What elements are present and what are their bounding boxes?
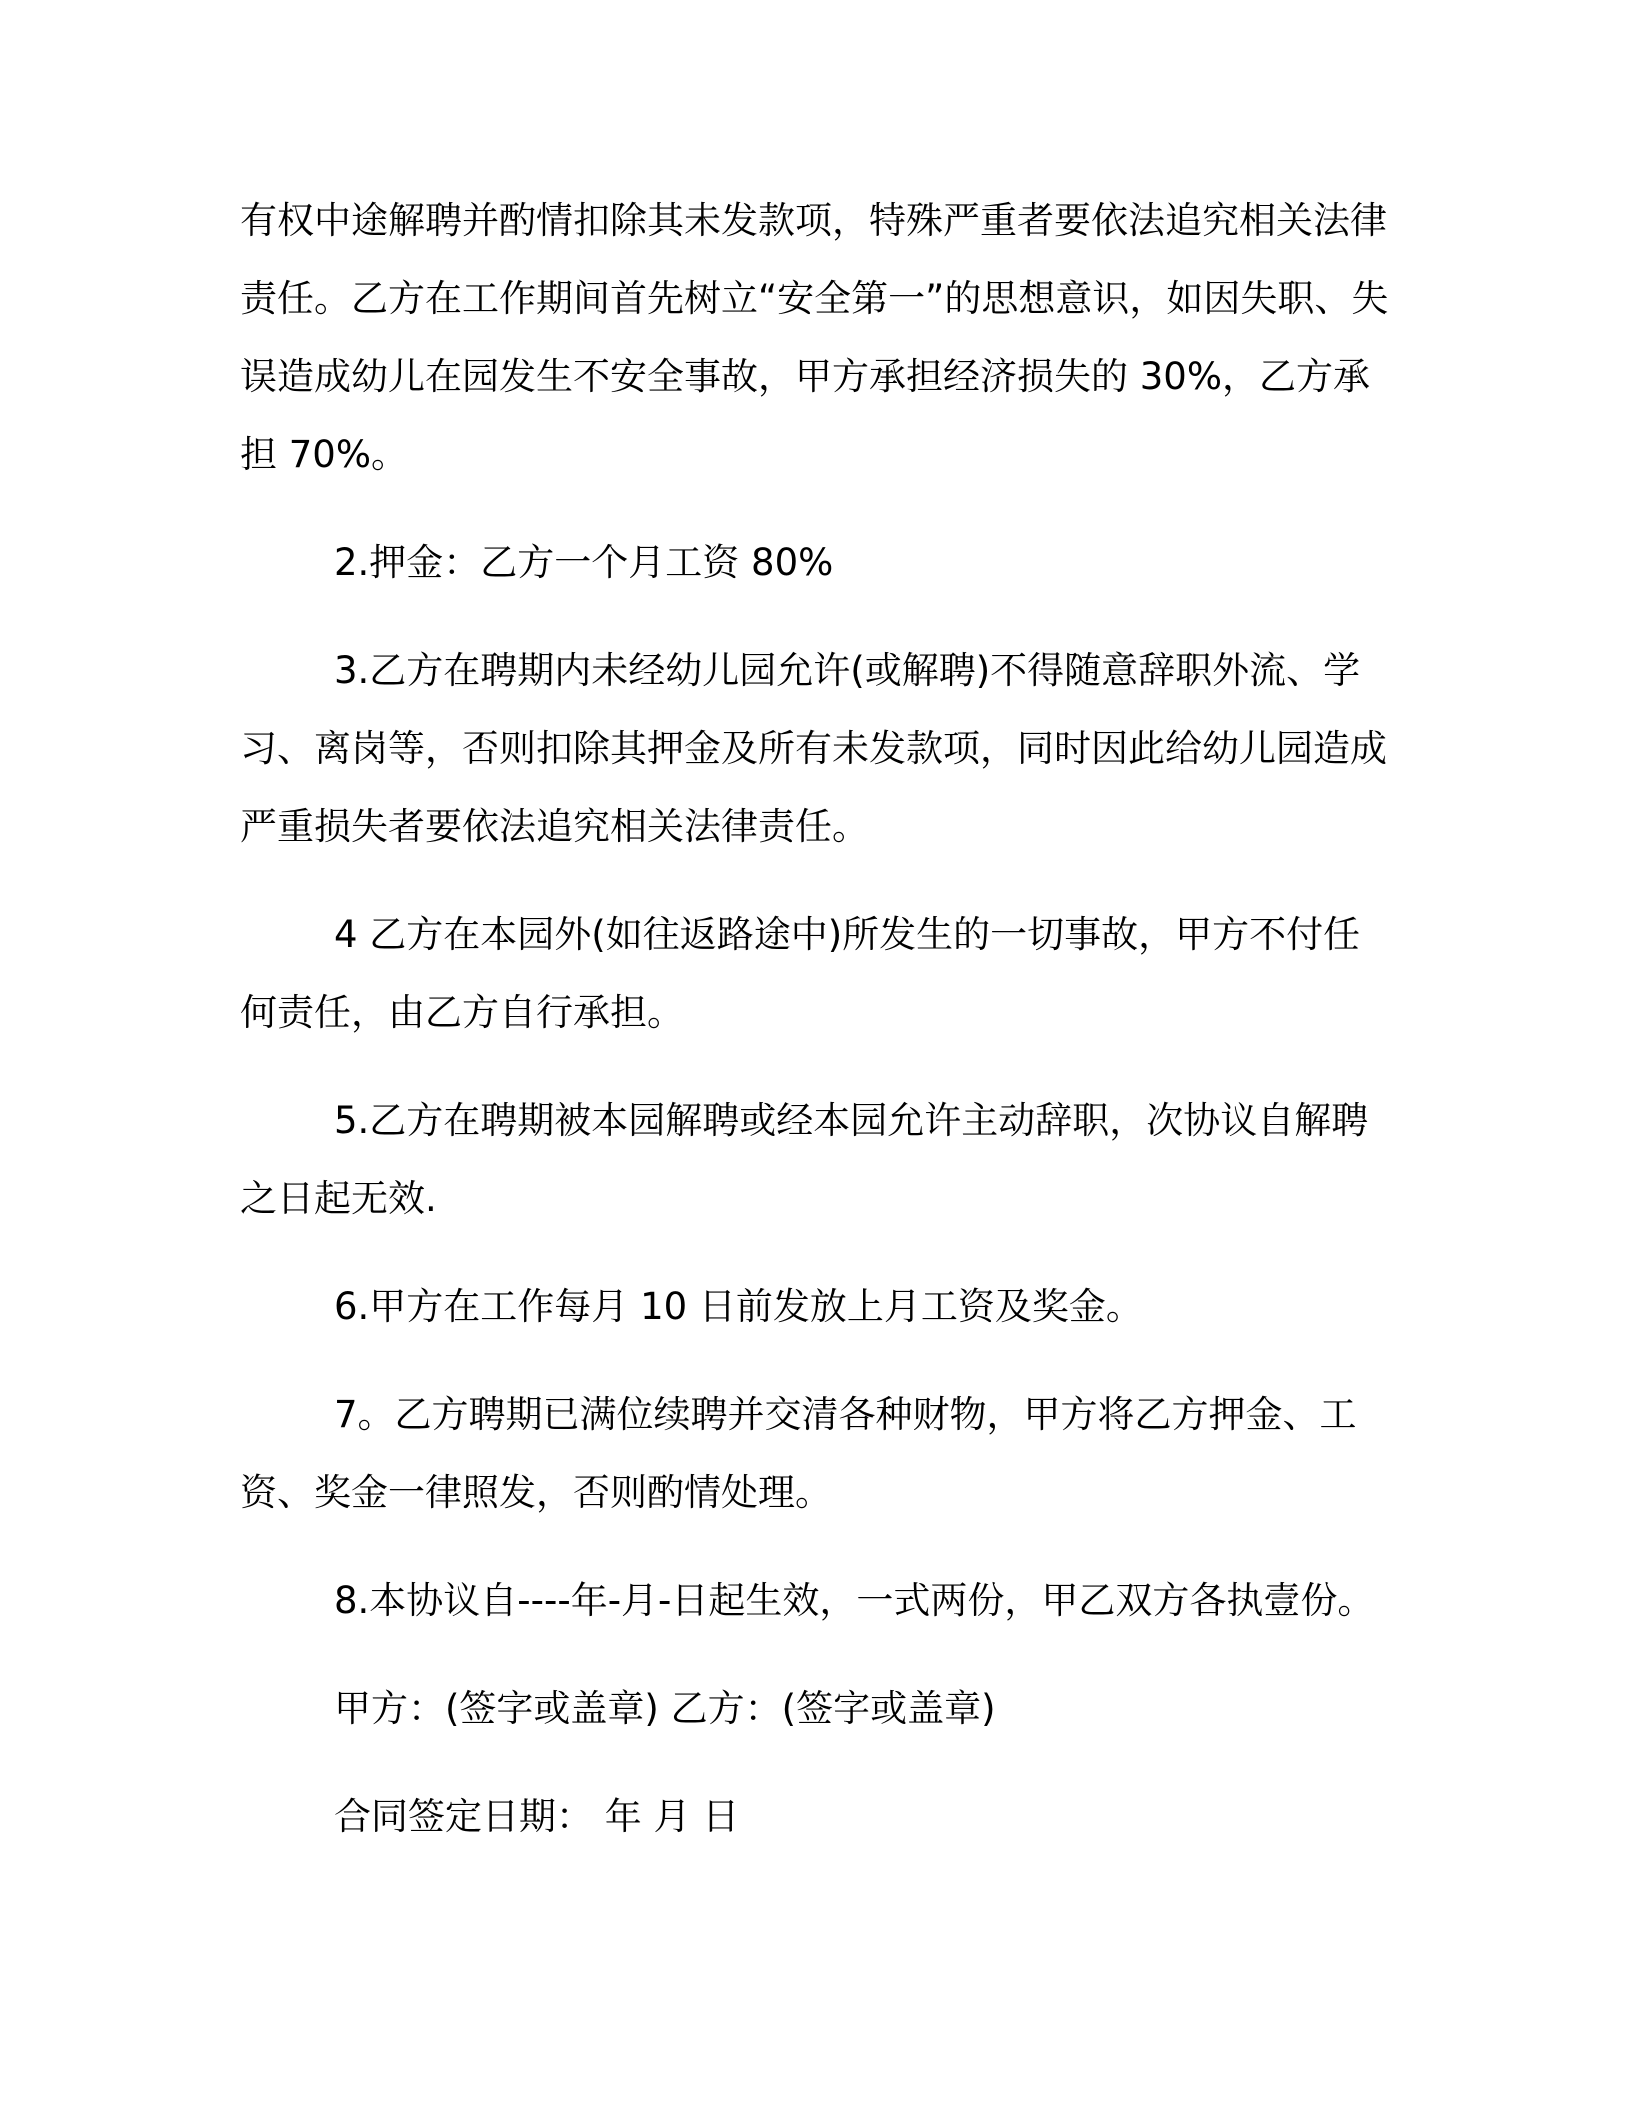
- paragraph-liability-continued: 有权中途解聘并酌情扣除其未发款项，特殊严重者要依法追究相关法律责任。乙方在工作期间首先树立“安全第一”的思想意识，如因失职、失误造成幼儿在园发生不安全事故，甲方承担经济损失的 30%，乙方承担 70%。: [240, 199, 1389, 476]
- paragraph-offsite-accidents: 4 乙方在本园外(如往返路途中)所发生的一切事故，甲方不付任何责任，由乙方自行承担。: [240, 913, 1361, 1034]
- contract-date-line: 合同签定日期： 年 月 日: [334, 1795, 740, 1838]
- signature-line: 甲方：(签字或盖章) 乙方：(签字或盖章): [334, 1687, 996, 1730]
- paragraph-deposit: 2.押金：乙方一个月工资 80%: [334, 541, 834, 584]
- document-body: [240, 182, 1390, 1856]
- paragraph-salary-payment: 6.甲方在工作每月 10 日前发放上月工资及奖金。: [334, 1285, 1143, 1328]
- paragraph-resignation-rules: 3.乙方在聘期内未经幼儿园允许(或解聘)不得随意辞职外流、学习、离岗等，否则扣除其押金及所有未发款项，同时因此给幼儿园造成严重损失者要依法追究相关法律责任。: [240, 649, 1387, 848]
- paragraph-renewal: 7。乙方聘期已满位续聘并交清各种财物，甲方将乙方押金、工资、奖金一律照发，否则酌情处理。: [240, 1393, 1357, 1514]
- paragraph-termination: 5.乙方在聘期被本园解聘或经本园允许主动辞职，次协议自解聘之日起无效.: [240, 1099, 1369, 1220]
- paragraph-effective-date: 8.本协议自----年-月-日起生效，一式两份，甲乙双方各执壹份。: [334, 1579, 1375, 1622]
